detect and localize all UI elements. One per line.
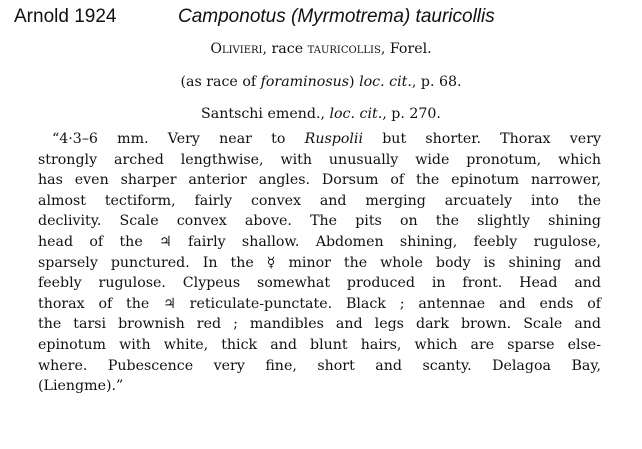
description-line: epinotum with white, thick and blunt hairs, which are sparse else- [38,336,601,353]
taxon-name: Camponotus (Myrmotrema) tauricollis [178,6,495,27]
citation-italic: foraminosus [260,74,350,90]
description-line [38,129,601,150]
description-line: where. Pubescence very fine, short and scanty. Delagoa Bay, [38,357,601,374]
citation-italic: loc. cit. [359,74,412,90]
citation-line-1 [0,39,642,59]
description-text: but shorter. Thorax very [363,131,601,147]
citation-text: , p. 270. [382,106,441,122]
author-year: Arnold 1924 [14,6,117,27]
description-line: head of the ♃ fairly shallow. Abdomen shining, feebly rugulose, [38,233,601,250]
citation-text: ) [349,74,360,90]
description-line: feebly rugulose. Clypeus somewhat produced in front. Head and [38,275,601,292]
description-line: has even sharper anterior angles. Dorsum of the epinotum narrower, [38,172,601,189]
citation-text: (as race of [180,74,261,90]
citation-line-3 [0,104,642,124]
description-paragraph [38,129,601,397]
citation-line-2 [0,72,642,92]
citation-text: Santschi emend., [201,106,330,122]
citation-text: , race [262,41,308,57]
citation-text: , Forel. [380,41,432,57]
description-line: strongly arched lengthwise, with unusually wide pronotum, which [38,151,601,168]
description-line: sparsely punctured. In the ☿ minor the whole body is shining and [38,254,601,271]
description-text: “4·3–6 mm. Very near to [52,131,305,147]
citation-race: tauricollis [307,41,381,57]
citation-italic: loc. cit. [329,106,383,122]
description-italic: Ruspolii [304,131,363,147]
description-line: declivity. Scale convex above. The pits on the slightly shining [38,213,601,230]
page-header [14,6,634,32]
description-line: thorax of the ♃ reticulate-punctate. Black ; antennae and ends of [38,295,601,312]
citation-author: Olivieri [210,41,263,57]
description-line: the tarsi brownish red ; mandibles and legs dark brown. Scale and [38,316,601,333]
citation-text: , p. 68. [411,74,462,90]
description-line: almost tectiform, fairly convex and merging arcuately into the [38,192,601,209]
description-line: (Liengme).” [38,378,124,395]
